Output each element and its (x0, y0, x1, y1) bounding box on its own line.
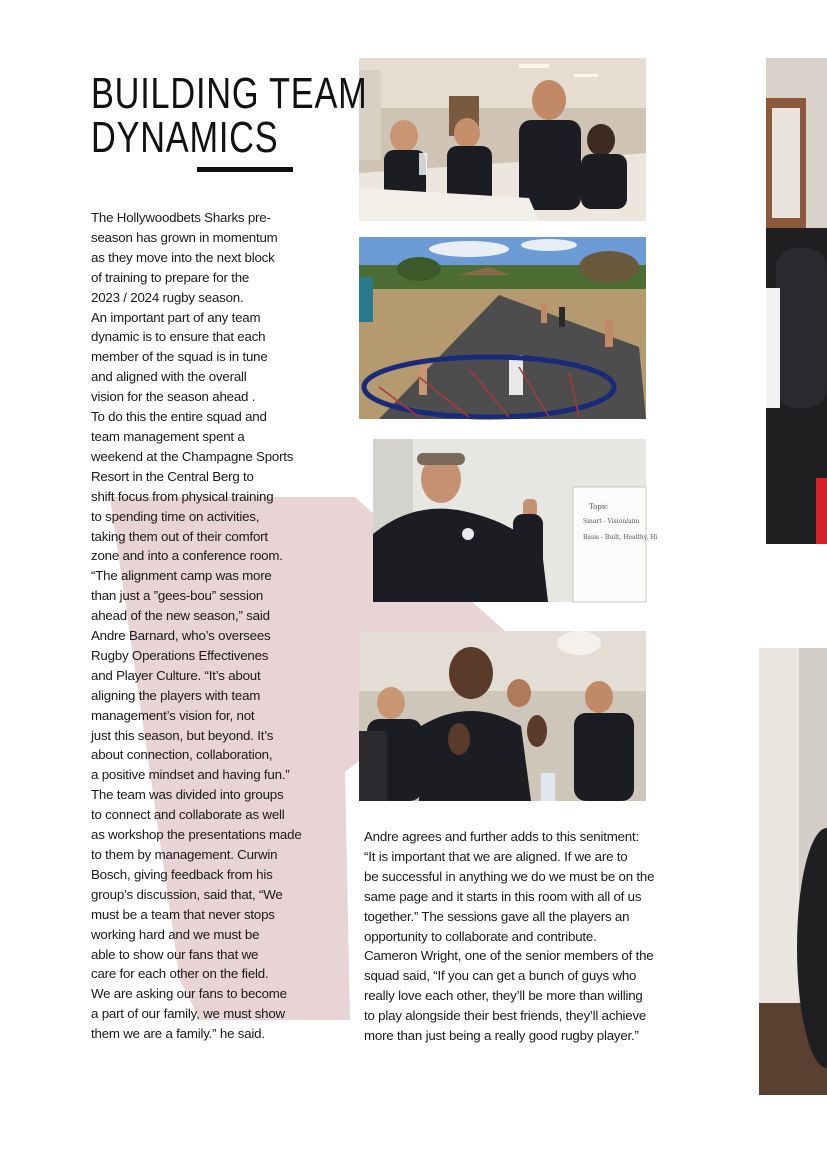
body-left-line: as they move into the next block (91, 249, 275, 265)
body-left-line: Resort in the Central Berg to (91, 468, 254, 484)
body-left-line: season has grown in momentum (91, 229, 278, 245)
article-body-left-column (91, 208, 331, 1044)
body-left-line: as workshop the presentations made (91, 827, 302, 843)
body-right-line: opportunity to collaborate and contribute. (364, 928, 597, 944)
body-left-line: shift focus from physical training (91, 488, 274, 504)
body-left-line: “The alignment camp was more (91, 568, 272, 584)
body-right-line: be successful in anything we do we must be on the (364, 868, 655, 884)
body-left-line: The team was divided into groups (91, 787, 284, 803)
body-left-line: member of the squad is in tune (91, 349, 268, 365)
body-left-line: weekend at the Champagne Sports (91, 448, 294, 464)
body-left-line: working hard and we must be (91, 926, 260, 942)
body-left-line: Andre Barnard, who’s oversees (91, 628, 271, 644)
flipchart-line-2: Smart - Vision/aim (583, 518, 640, 525)
body-right-line: to play alongside their best friends, they’ll achieve (364, 1008, 647, 1024)
body-left-line: dynamic is to ensure that each (91, 329, 266, 345)
body-left-line: than just a ”gees-bou” session (91, 588, 264, 604)
body-left-line: An important part of any team (91, 309, 261, 325)
body-left-line: 2023 / 2024 rugby season. (91, 289, 244, 305)
photo-conference-room-applause (359, 58, 646, 221)
body-left-line: to them by management. Curwin (91, 847, 278, 862)
body-right-line: Cameron Wright, one of the senior members of the (364, 948, 654, 964)
body-right-line: more than just being a really good rugby player.” (364, 1028, 639, 1044)
body-left-line: ahead of the new season,” said (91, 608, 270, 624)
body-left-line: a positive mindset and having fun.” (91, 767, 290, 783)
article-title-line-2: DYNAMICS (91, 113, 279, 162)
photo-outdoor-court-activity (359, 237, 646, 419)
photo-speaker-flipchart (373, 439, 658, 602)
body-left-line: about connection, collaboration, (91, 747, 273, 763)
flipchart-line-3: Basis - Built, Healthy, Hi (583, 534, 658, 541)
title-underline (197, 167, 293, 172)
photo-player-discussion (359, 631, 646, 801)
body-left-line: vision for the season ahead . (91, 389, 256, 405)
photo-edge-player-top (766, 58, 827, 544)
body-right-line: really love each other, they’ll be more than willing (364, 988, 643, 1004)
body-left-line: to spending time on activities, (91, 508, 260, 524)
flipchart-line-1: Topic (589, 503, 608, 511)
photo-edge-player-bottom (759, 648, 827, 1095)
body-left-line: management’s vision for, not (91, 707, 255, 723)
body-right-line: together.” The sessions gave all the players an (364, 908, 630, 924)
body-right-line: same page and it starts in this room with all of us (364, 888, 642, 904)
body-left-line: of training to prepare for the (91, 269, 250, 285)
body-left-line: a part of our family, we must show (91, 1006, 285, 1022)
body-left-line: zone and into a conference room. (91, 548, 283, 564)
body-right-line: Andre agrees and further adds to this senitment: (364, 829, 639, 844)
body-left-line: to connect and collaborate as well (91, 807, 285, 823)
body-left-line: care for each other on the field. (91, 966, 269, 982)
body-left-line: aligning the players with team (91, 687, 261, 703)
article-title-line-1: BUILDING TEAM (91, 69, 368, 118)
body-left-line: Rugby Operations Effectivenes (91, 647, 269, 663)
body-left-line: able to show our fans that we (91, 946, 259, 962)
body-left-line: just this season, but beyond. It’s (91, 727, 274, 743)
body-right-line: squad said, “If you can get a bunch of guys who (364, 968, 637, 984)
article-title (91, 69, 368, 162)
body-left-line: and Player Culture. “It’s about (91, 667, 261, 683)
body-left-line: To do this the entire squad and (91, 409, 267, 425)
body-left-line: Bosch, giving feedback from his (91, 866, 273, 882)
body-left-line: and aligned with the overall (91, 369, 247, 385)
body-left-line: We are asking our fans to become (91, 986, 287, 1002)
body-left-line: must be a team that never stops (91, 906, 275, 922)
body-right-line: “It is important that we are aligned. If we are to (364, 848, 628, 864)
body-left-line: group’s discussion, said that, “We (91, 886, 283, 902)
body-left-line: taking them out of their comfort (91, 528, 268, 544)
body-left-line: The Hollywoodbets Sharks pre- (91, 210, 271, 225)
body-left-line: team management spent a (91, 428, 245, 444)
body-left-line: them we are a family.” he said. (91, 1026, 265, 1042)
article-body-right-column (364, 827, 684, 1046)
